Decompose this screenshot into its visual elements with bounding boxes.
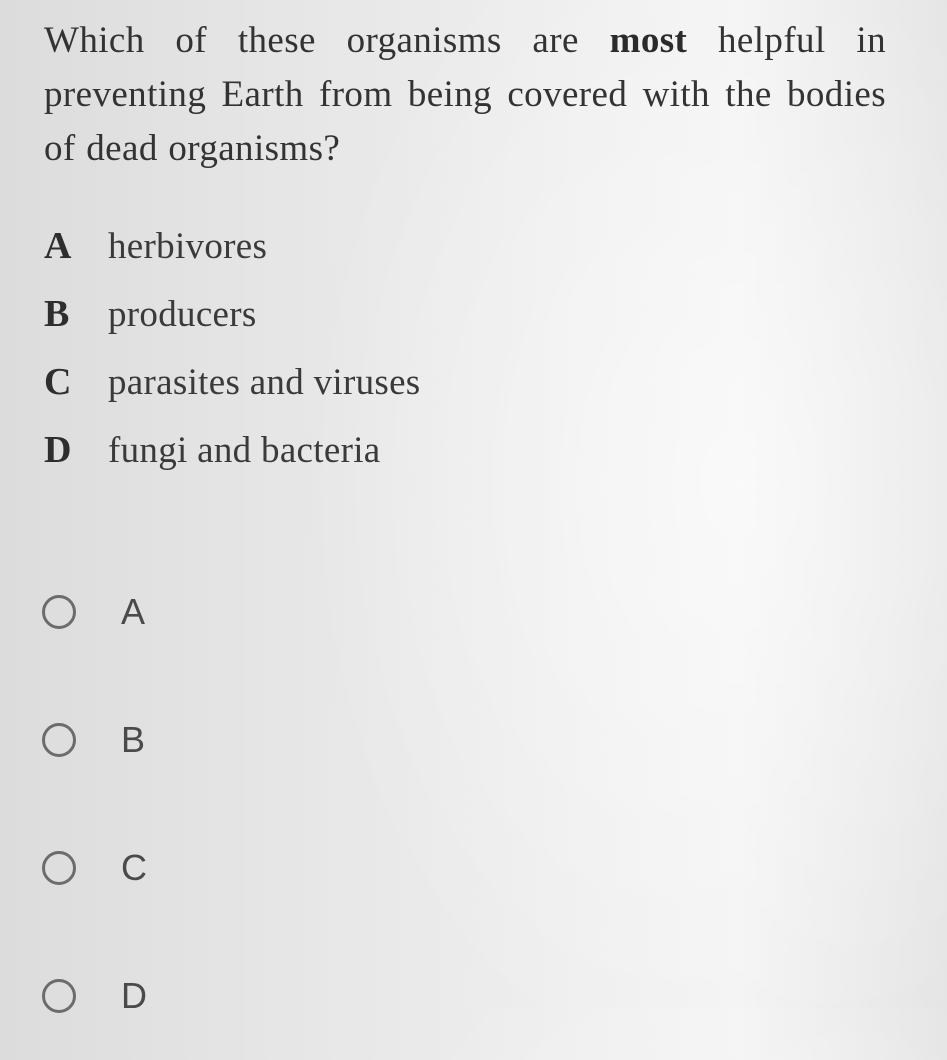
radio-label-c[interactable]: C (121, 847, 147, 888)
choice-list (44, 212, 421, 484)
choice-text: parasites and viruses (108, 361, 421, 403)
question-text-part1: Which of these organisms are (44, 20, 610, 61)
radio-label-a[interactable]: A (121, 591, 146, 632)
answer-option-c[interactable] (40, 804, 147, 932)
choice-letter: A (44, 225, 72, 267)
answer-option-a[interactable] (40, 548, 147, 676)
choice-text: producers (108, 293, 257, 335)
choice-letter: C (44, 361, 72, 403)
radio-button-b[interactable] (42, 723, 76, 757)
question-text (44, 14, 886, 176)
answer-radio-group (40, 548, 147, 1060)
choice-item-b (44, 280, 421, 348)
radio-button-a[interactable] (42, 595, 76, 629)
choice-item-d (44, 416, 421, 484)
choice-letter: B (44, 293, 70, 335)
question-text-part2: helpful in preventing Earth from being covered with the bodies of dead organisms? (44, 20, 887, 169)
answer-option-d[interactable] (40, 932, 147, 1060)
choice-item-a (44, 212, 421, 280)
choice-letter: D (44, 429, 72, 471)
answer-option-b[interactable] (40, 676, 147, 804)
choice-text: fungi and bacteria (108, 429, 381, 471)
radio-button-c[interactable] (42, 851, 76, 885)
choice-text: herbivores (108, 225, 268, 267)
choice-item-c (44, 348, 421, 416)
radio-label-d[interactable]: D (121, 975, 147, 1016)
radio-label-b[interactable]: B (121, 719, 146, 760)
question-emphasis: most (609, 20, 688, 61)
